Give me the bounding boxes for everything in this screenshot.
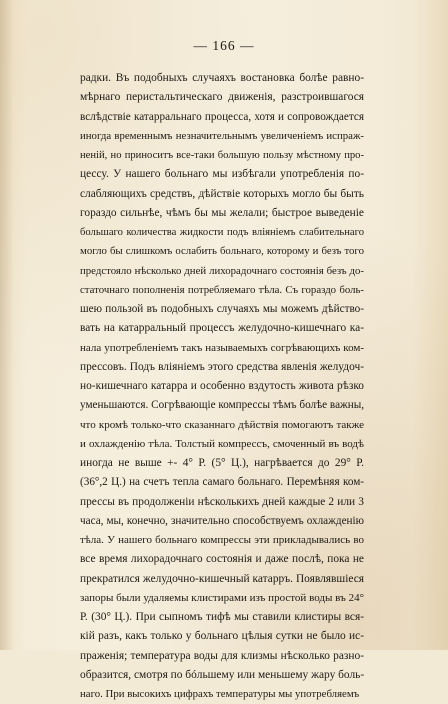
text-line: нала употребленіемъ такъ называемыхъ согрѣвающихъ ком- bbox=[80, 341, 364, 354]
text-line: но-кишечнаго катарра и особенно вздутость живота рѣзко bbox=[80, 380, 364, 392]
text-line: уменьшаются. Согрѣвающіе компрессы тѣмъ болѣе важны, bbox=[80, 399, 365, 412]
text-line: все время лихорадочнаго состоянія и даже послѣ, пока не bbox=[80, 553, 364, 566]
text-line: вслѣдствіе катарральнаго процесса, хотя и сопровождается bbox=[80, 110, 364, 123]
text-line: прессовъ. Подъ вліяніемъ этого средства явленія желудоч- bbox=[80, 360, 364, 373]
text-line: могло бы слишкомъ ослабить больнаго, которому и безъ того bbox=[80, 245, 364, 258]
text-line: часа, мы, конечно, значительно способствуемъ охлажденію bbox=[80, 514, 364, 527]
text-line: статочнаго пополненія потребляемаго тѣла. Съ гораздо боль- bbox=[80, 283, 364, 296]
text-line: праженія; температура воды для клизмы нѣсколько разно- bbox=[80, 649, 364, 662]
body-text bbox=[80, 69, 364, 704]
page-spine-shadow bbox=[0, 0, 14, 650]
text-line: (36°,2 Ц.) на счетъ тепла самаго больнаго. Перемѣняя ком- bbox=[80, 476, 364, 489]
text-line: шею пользой въ подобныхъ случаяхъ мы можемъ дѣйство- bbox=[80, 303, 364, 315]
text-line: кій разъ, какъ только у больнаго цѣлыя сутки не было ис- bbox=[80, 630, 364, 643]
text-line: цессу. У нашего больнаго мы избѣгали употребленія по- bbox=[80, 168, 364, 181]
text-line: наго. При высокихъ цифрахъ температуры мы употребляемъ bbox=[80, 688, 360, 700]
text-line: гораздо сильнѣе, чѣмъ бы мы желали; быстрое выведеніе bbox=[80, 206, 364, 219]
text-line: запоры были удаляемы клистирами изъ простой воды въ 24° bbox=[80, 591, 364, 604]
page-number: — 166 — bbox=[193, 38, 255, 53]
text-line: предстояло нѣсколько дней лихорадочнаго состоянія безъ до- bbox=[80, 264, 364, 277]
text-line: неній, но приноситъ все-таки большую пользу мѣстному про- bbox=[80, 150, 364, 161]
text-line: мѣрнаго перистальтическаго движенія, разстроившагося bbox=[80, 91, 364, 104]
text-line: что кромѣ только-что сказаннаго дѣйствія помогаютъ также bbox=[80, 418, 364, 431]
text-line: иногда не выше +- 4° Р. (5° Ц.), нагрѣвается до 29° Р. bbox=[80, 457, 364, 469]
text-line: Р. (30° Ц.). При сыпномъ тифѣ мы ставили клистиры вся- bbox=[80, 611, 364, 623]
text-line: радки. Въ подобныхъ случаяхъ востановка болѣе равно- bbox=[80, 72, 364, 84]
text-line: и охлажденію тѣла. Толстый компрессъ, смоченный въ водѣ bbox=[80, 437, 364, 450]
text-line: вать на катарральный процессъ желудочно-кишечнаго ка- bbox=[80, 322, 364, 335]
text-line: слабляющихъ средствъ, дѣйствіе которыхъ могло бы быть bbox=[80, 187, 364, 200]
text-line: тѣла. У нашего больнаго компрессы эти прикладывались во bbox=[80, 534, 364, 546]
text-line: образится, смотря по бóльшему или меньшему жару боль- bbox=[80, 668, 365, 681]
text-line: прессы въ продолженіи нѣсколькихъ дней каждые 2 или 3 bbox=[80, 495, 364, 508]
text-line: прекратился желудочно-кишечный катарръ. Появлявшіеся bbox=[80, 572, 364, 585]
text-line: иногда временнымъ незначительнымъ увеличеніемъ испраж- bbox=[80, 129, 364, 142]
text-line: большаго количества жидкости подъ вліяніемъ слабительнаго bbox=[80, 227, 364, 238]
